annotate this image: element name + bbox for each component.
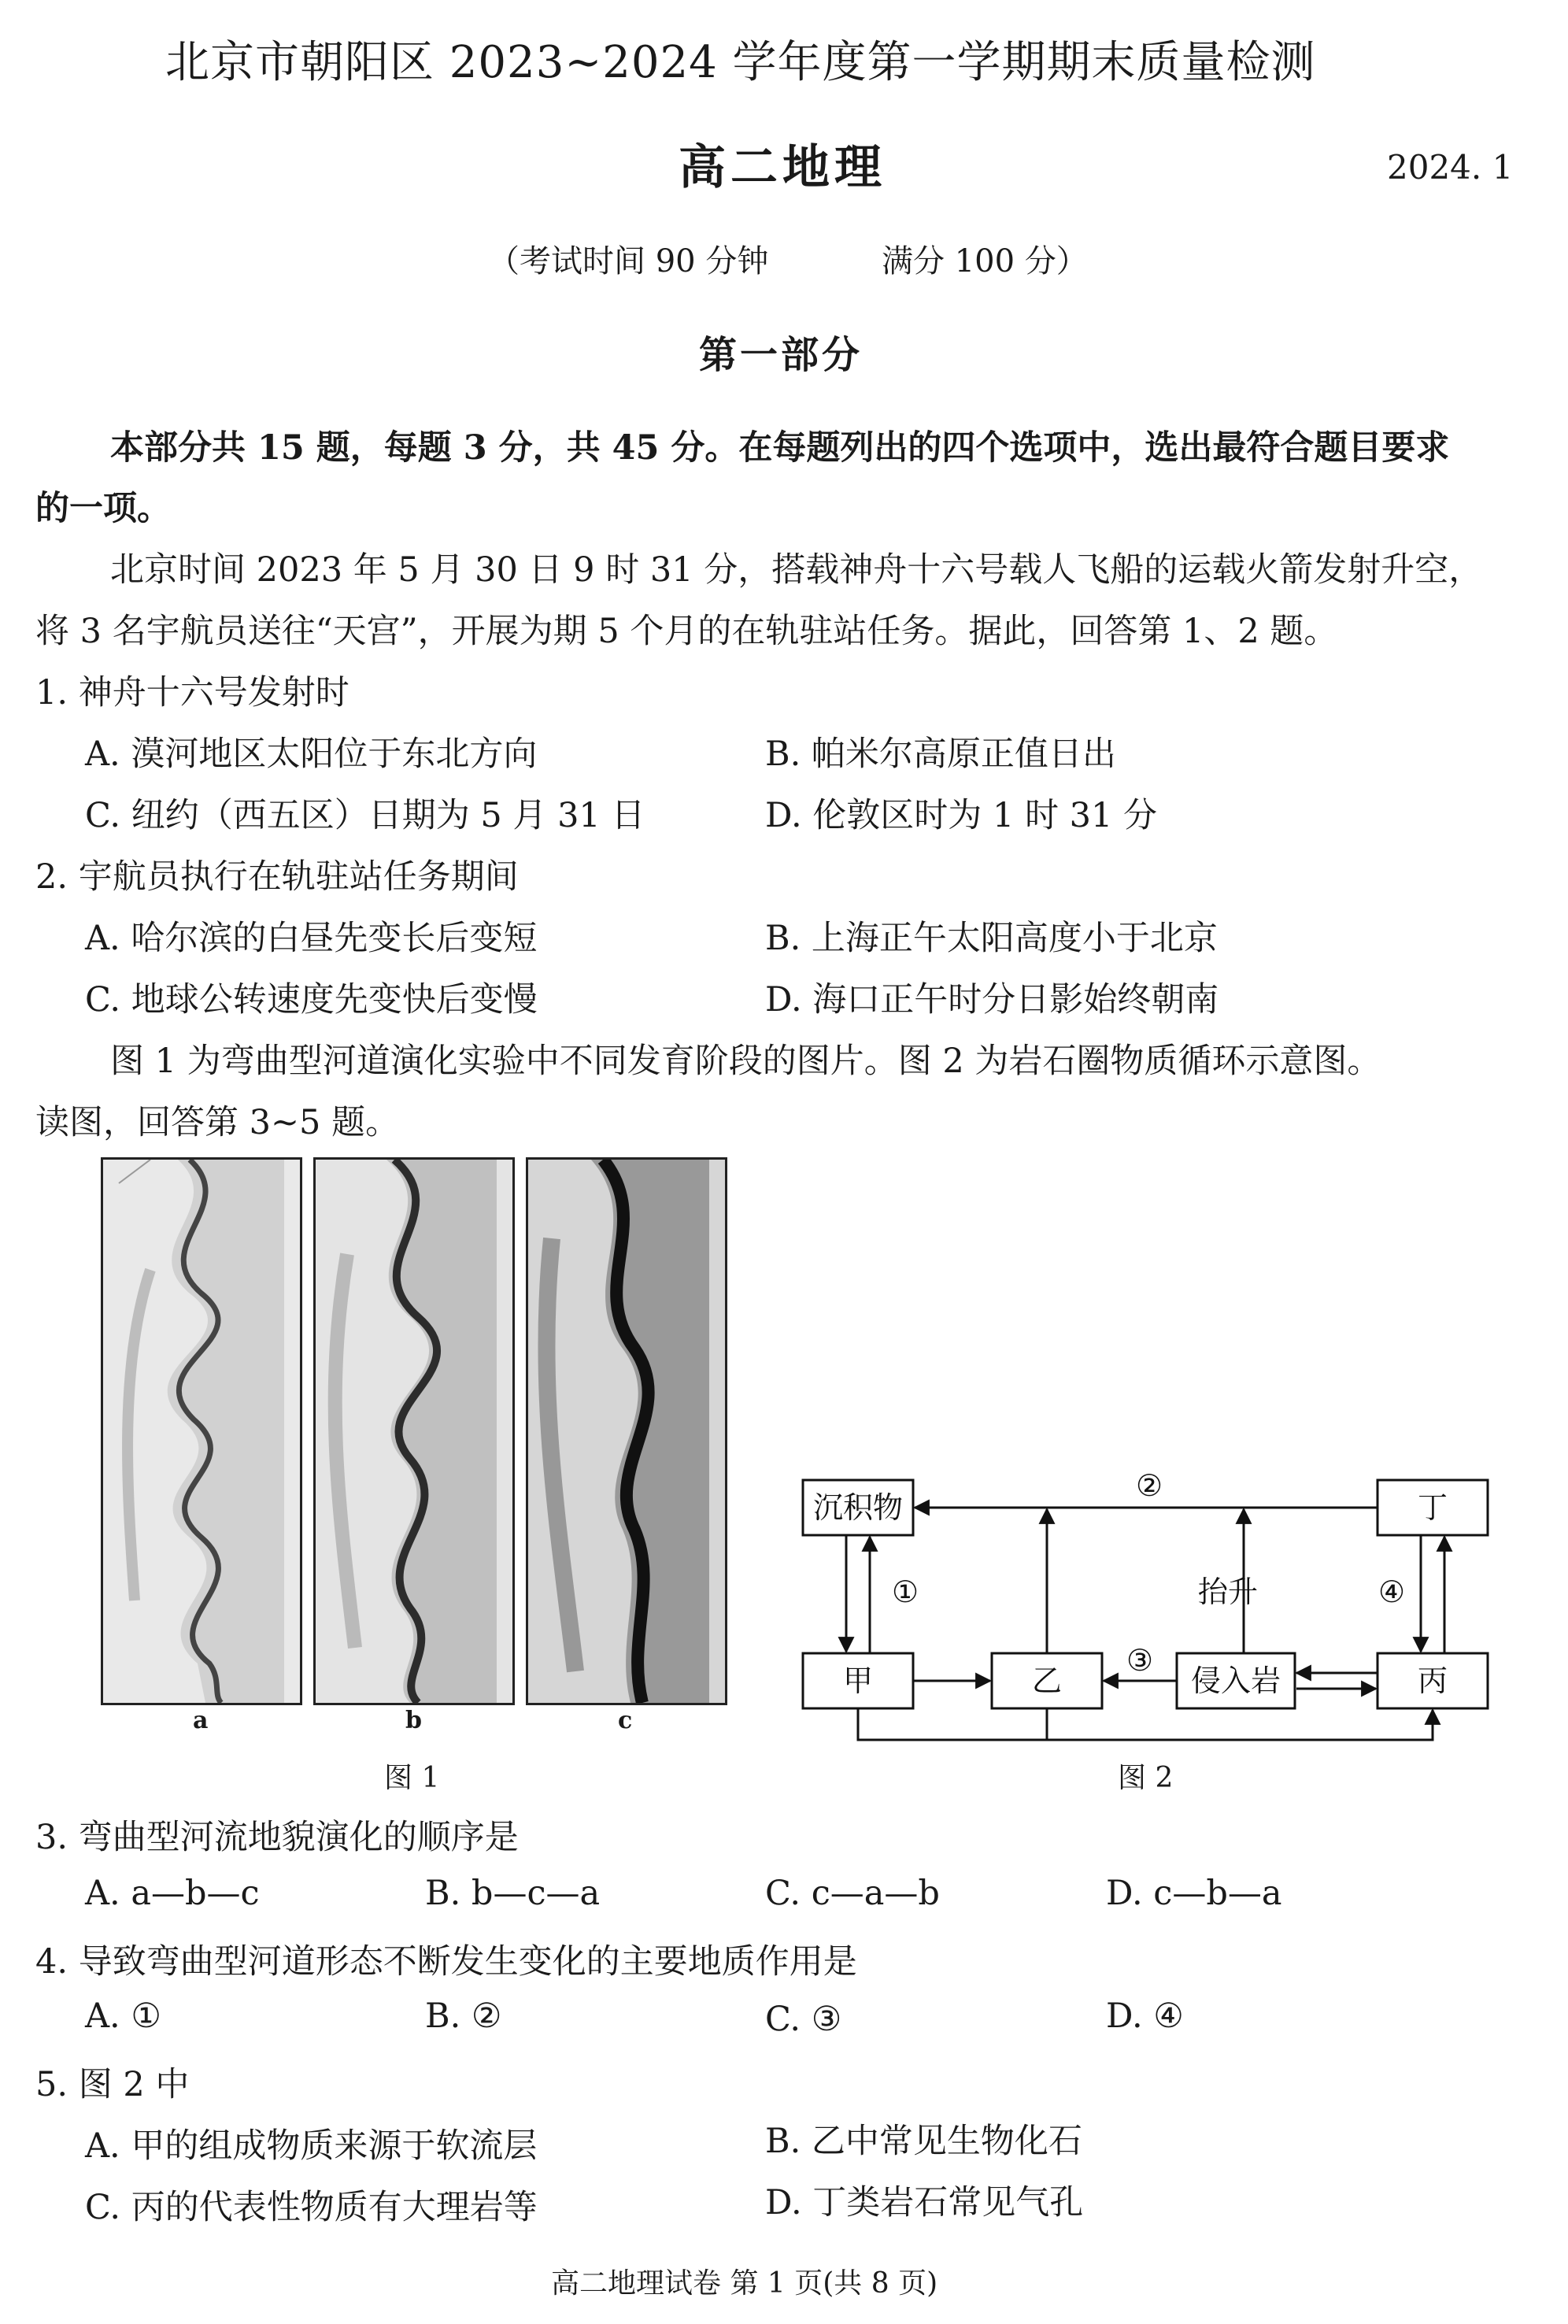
passage2-line1: 图 1 为弯曲型河道演化实验中不同发育阶段的图片。图 2 为岩石圈物质循环示意图。 <box>110 1042 1381 1081</box>
label-sediment: 沉积物 <box>812 1490 904 1525</box>
page-footer: 高二地理试卷 第 1 页(共 8 页) <box>551 2267 938 2300</box>
q2-option-c[interactable]: C. 地球公转速度先变快后变慢 <box>85 980 538 1020</box>
label-bing: 丙 <box>1417 1663 1448 1698</box>
q2-option-d[interactable]: D. 海口正午时分日影始终朝南 <box>765 980 1219 1020</box>
part-instruction-line1: 本部分共 15 题，每题 3 分，共 45 分。在每题列出的四个选项中，选出最符合题目要求 <box>110 428 1450 468</box>
river-photo-b <box>313 1157 515 1705</box>
q1-option-a[interactable]: A. 漠河地区太阳位于东北方向 <box>85 735 538 774</box>
exam-title: 北京市朝阳区 2023~2024 学年度第一学期期末质量检测 <box>165 37 1316 88</box>
label-jia: 甲 <box>842 1663 874 1698</box>
q4-option-a[interactable]: A. ① <box>85 1996 161 2036</box>
q3-option-c[interactable]: C. c—a—b <box>765 1874 940 1913</box>
fig1-caption: 图 1 <box>384 1762 440 1794</box>
exam-date: 2024. 1 <box>1387 148 1514 187</box>
marker-1: ① <box>891 1575 919 1609</box>
q1-option-c[interactable]: C. 纽约（西五区）日期为 5 月 31 日 <box>85 796 645 835</box>
part-instruction-line2: 的一项。 <box>35 489 171 528</box>
q1-option-d[interactable]: D. 伦敦区时为 1 时 31 分 <box>765 796 1158 835</box>
q2-option-a[interactable]: A. 哈尔滨的白昼先变长后变短 <box>85 919 538 958</box>
q2-option-b[interactable]: B. 上海正午太阳高度小于北京 <box>765 919 1218 958</box>
q5-option-a[interactable]: A. 甲的组成物质来源于软流层 <box>85 2126 538 2166</box>
q5-stem: 5. 图 2 中 <box>35 2065 190 2104</box>
fig1-label-b: b <box>405 1707 422 1734</box>
arrow-bottom-loop <box>858 1708 1433 1740</box>
label-intrusive: 侵入岩 <box>1190 1663 1281 1698</box>
fig1-label-c: c <box>618 1707 633 1734</box>
marker-4: ④ <box>1378 1575 1406 1609</box>
q5-option-c[interactable]: C. 丙的代表性物质有大理岩等 <box>85 2188 538 2227</box>
q5-option-d[interactable]: D. 丁类岩石常见气孔 <box>765 2183 1084 2222</box>
rock-cycle-diagram <box>787 1456 1496 1756</box>
q4-option-b[interactable]: B. ② <box>425 1996 502 2036</box>
q1-stem: 1. 神舟十六号发射时 <box>35 673 349 712</box>
river-photo-c <box>526 1157 727 1705</box>
marker-2: ② <box>1135 1468 1163 1503</box>
q3-option-a[interactable]: A. a—b—c <box>85 1874 260 1913</box>
passage1-line1: 北京时间 2023 年 5 月 30 日 9 时 31 分，搭载神舟十六号载人飞船的运载火箭发射升空， <box>110 550 1483 590</box>
label-ding: 丁 <box>1417 1490 1448 1525</box>
q4-option-c[interactable]: C. ③ <box>765 2000 842 2039</box>
exam-duration: （考试时间 90 分钟 <box>488 243 769 279</box>
q4-option-d[interactable]: D. ④ <box>1106 1996 1184 2036</box>
fig2-caption: 图 2 <box>1118 1762 1174 1794</box>
q3-stem: 3. 弯曲型河流地貌演化的顺序是 <box>35 1818 519 1857</box>
river-photo-a <box>101 1157 302 1705</box>
q3-option-d[interactable]: D. c—b—a <box>1106 1874 1282 1913</box>
label-yi: 乙 <box>1031 1663 1063 1698</box>
q3-option-b[interactable]: B. b—c—a <box>425 1874 601 1913</box>
q4-stem: 4. 导致弯曲型河道形态不断发生变化的主要地质作用是 <box>35 1942 857 1982</box>
part-title: 第一部分 <box>699 333 864 377</box>
q1-option-b[interactable]: B. 帕米尔高原正值日出 <box>765 735 1116 774</box>
uplift-label: 抬升 <box>1197 1575 1259 1609</box>
q2-stem: 2. 宇航员执行在轨驻站任务期间 <box>35 857 519 897</box>
passage2-line2: 读图，回答第 3~5 题。 <box>35 1103 400 1142</box>
q5-option-b[interactable]: B. 乙中常见生物化石 <box>765 2122 1082 2161</box>
marker-3: ③ <box>1126 1643 1154 1678</box>
exam-subject: 高二地理 <box>679 140 886 195</box>
passage1-line2: 将 3 名宇航员送往“天宫”，开展为期 5 个月的在轨驻站任务。据此，回答第 1、2 题。 <box>35 612 1338 651</box>
exam-full-score: 满分 100 分） <box>882 243 1088 279</box>
fig1-label-a: a <box>193 1707 209 1734</box>
